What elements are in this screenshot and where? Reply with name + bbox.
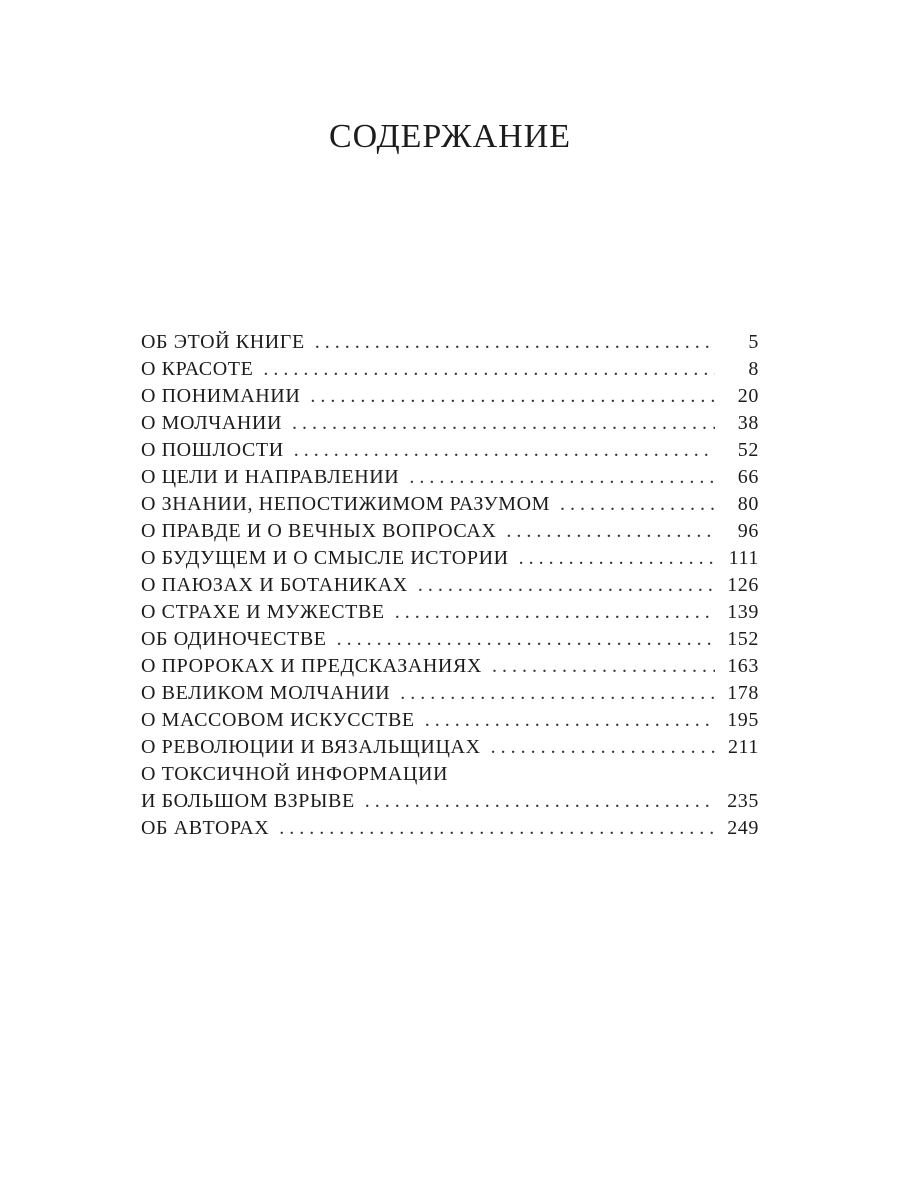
toc-line (141, 707, 759, 734)
toc-line (141, 437, 759, 464)
toc-line (141, 329, 759, 356)
toc-page-number: 152 (727, 628, 759, 650)
toc-line (141, 626, 759, 653)
toc-entry (141, 545, 759, 572)
toc-page-number: 163 (727, 655, 759, 677)
toc-page-number: 126 (727, 574, 759, 596)
toc-line (141, 653, 759, 680)
toc-entry-title: О БУДУЩЕМ И О СМЫСЛЕ ИСТОРИИ (141, 547, 509, 569)
dot-leader (519, 545, 715, 572)
toc-entry (141, 680, 759, 707)
dot-leader (263, 356, 715, 383)
toc-page-number: 66 (737, 466, 759, 488)
toc-line (141, 410, 759, 437)
toc-page-number: 195 (727, 709, 759, 731)
toc-page-number: 111 (728, 547, 759, 569)
toc-page-number: 249 (727, 817, 759, 839)
toc-entry-title: О РЕВОЛЮЦИИ И ВЯЗАЛЬЩИЦАХ (141, 736, 481, 758)
toc-line (141, 464, 759, 491)
dot-leader (365, 788, 715, 815)
dot-leader (310, 383, 715, 410)
toc-entry-title: О ВЕЛИКОМ МОЛЧАНИИ (141, 682, 391, 704)
toc-line (141, 599, 759, 626)
toc-line (141, 572, 759, 599)
toc-page-number: 80 (737, 493, 759, 515)
toc-entry-title: О ПАЮЗАХ И БОТАНИКАХ (141, 574, 408, 596)
toc-entry (141, 761, 759, 815)
toc-line (141, 680, 759, 707)
toc-entry (141, 815, 759, 842)
toc-entry (141, 410, 759, 437)
toc-entry-title: ОБ ОДИНОЧЕСТВЕ (141, 628, 327, 650)
toc-page-number: 96 (737, 520, 759, 542)
toc-entry-title: ОБ ЭТОЙ КНИГЕ (141, 331, 305, 353)
toc-entry-title: О ТОКСИЧНОЙ ИНФОРМАЦИИ (141, 763, 449, 785)
toc-entry (141, 707, 759, 734)
toc-page-number: 235 (727, 790, 759, 812)
toc-line (141, 545, 759, 572)
toc-entry-title: О МОЛЧАНИИ (141, 412, 283, 434)
toc-entry-title: О ЦЕЛИ И НАПРАВЛЕНИИ (141, 466, 400, 488)
toc-entry (141, 491, 759, 518)
toc-page-number: 211 (727, 736, 759, 758)
dot-leader (315, 329, 715, 356)
toc-entry (141, 518, 759, 545)
toc-line (141, 383, 759, 410)
toc-page-number: 20 (737, 385, 759, 407)
dot-leader (418, 572, 715, 599)
toc-entry (141, 626, 759, 653)
toc-entry-title: ОБ АВТОРАХ (141, 817, 270, 839)
page-title: СОДЕРЖАНИЕ (328, 118, 572, 155)
toc-entry (141, 329, 759, 356)
toc-entry (141, 572, 759, 599)
dot-leader (395, 599, 715, 626)
toc-line (141, 491, 759, 518)
dot-leader (400, 680, 715, 707)
dot-leader (425, 707, 715, 734)
dot-leader (337, 626, 715, 653)
toc-entry-title: И БОЛЬШОМ ВЗРЫВЕ (141, 790, 355, 812)
dot-leader (506, 518, 715, 545)
toc-entry-title: О СТРАХЕ И МУЖЕСТВЕ (141, 601, 385, 623)
toc-page-number: 178 (727, 682, 759, 704)
table-of-contents (141, 329, 759, 842)
toc-line (141, 356, 759, 383)
toc-entry (141, 437, 759, 464)
toc-entry (141, 356, 759, 383)
toc-entry-title: О ПОНИМАНИИ (141, 385, 301, 407)
toc-entry (141, 653, 759, 680)
toc-line (141, 815, 759, 842)
dot-leader (560, 491, 715, 518)
toc-entry-title: О МАССОВОМ ИСКУССТВЕ (141, 709, 415, 731)
toc-entry-title: О КРАСОТЕ (141, 358, 254, 380)
toc-page-number: 8 (748, 358, 759, 380)
toc-entry (141, 734, 759, 761)
toc-entry-title: О ПРОРОКАХ И ПРЕДСКАЗАНИЯХ (141, 655, 482, 677)
toc-entry-title: О ПРАВДЕ И О ВЕЧНЫХ ВОПРОСАХ (141, 520, 497, 542)
toc-line (141, 761, 759, 788)
dot-leader (492, 653, 715, 680)
toc-page-number: 139 (727, 601, 759, 623)
toc-page-number: 52 (737, 439, 759, 461)
toc-entry-title: О ЗНАНИИ, НЕПОСТИЖИМОМ РАЗУМОМ (141, 493, 551, 515)
toc-entry (141, 599, 759, 626)
dot-leader (409, 464, 715, 491)
dot-leader (279, 815, 715, 842)
toc-entry (141, 464, 759, 491)
toc-entry-title: О ПОШЛОСТИ (141, 439, 284, 461)
toc-page-number: 38 (737, 412, 759, 434)
dot-leader (294, 437, 715, 464)
dot-leader (491, 734, 715, 761)
dot-leader (292, 410, 715, 437)
toc-entry (141, 383, 759, 410)
toc-line (141, 734, 759, 761)
toc-page-number: 5 (748, 331, 759, 353)
toc-line (141, 788, 759, 815)
toc-line (141, 518, 759, 545)
